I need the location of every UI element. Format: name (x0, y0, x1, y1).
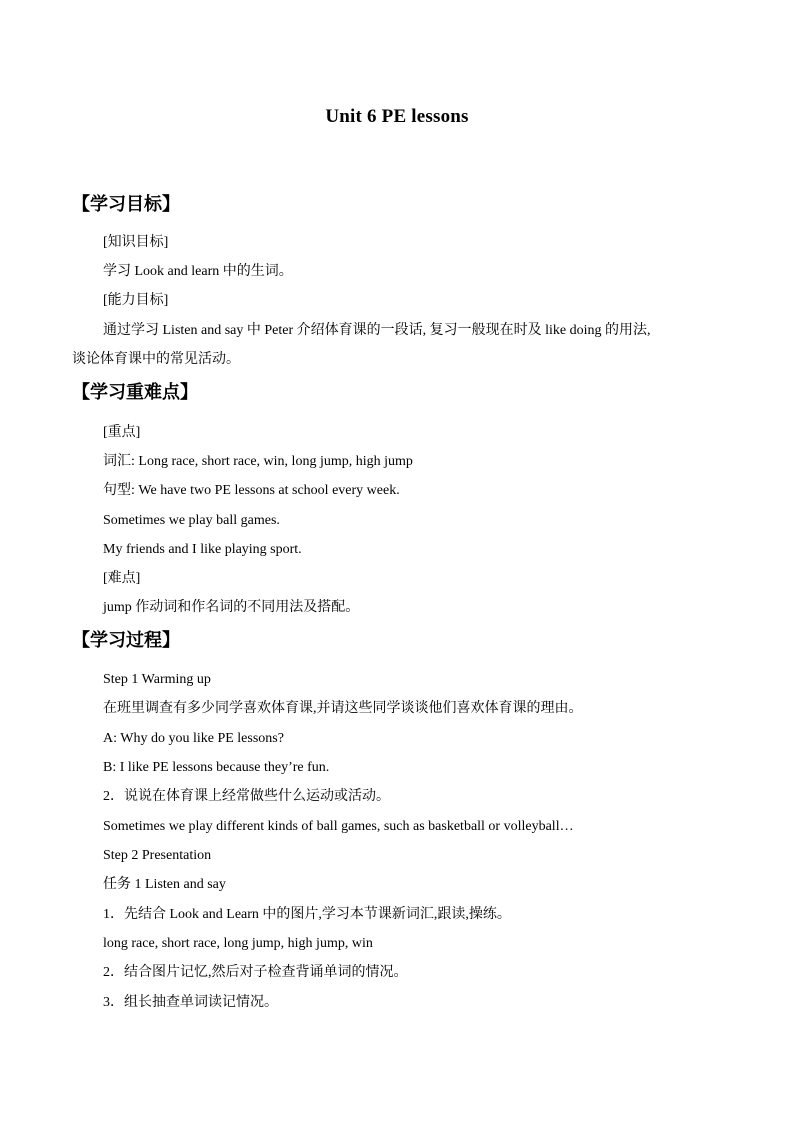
section-heading-key-points: 【学习重难点】 (72, 382, 198, 403)
difficulty-label: [难点] (103, 571, 141, 586)
ability-goal-text-1: 通过学习 Listen and say 中 Peter 介绍体育课的一段话, 复习一般现在时及 like doing 的用法, (103, 323, 651, 338)
dialog-line-a: A: Why do you like PE lessons? (103, 731, 284, 746)
task1-words: long race, short race, long jump, high jump, win (103, 936, 373, 951)
section-heading-process: 【学习过程】 (72, 630, 180, 651)
process-item-2: 2．说说在体育课上经常做些什么运动或活动。 (103, 789, 390, 804)
step1-task: 在班里调查有多少同学喜欢体育课,并请这些同学谈谈他们喜欢体育课的理由。 (103, 701, 583, 716)
focus-label: [重点] (103, 425, 141, 440)
task1-item-3: 3．组长抽查单词读记情况。 (103, 995, 278, 1010)
vocabulary-line: 词汇: Long race, short race, win, long jump, high jump (103, 454, 413, 469)
sentence-pattern-1: 句型: We have two PE lessons at school every week. (103, 483, 400, 498)
task1-title: 任务 1 Listen and say (103, 877, 226, 892)
knowledge-goal-label: [知识目标] (103, 235, 169, 250)
task1-item-1: 1．先结合 Look and Learn 中的图片,学习本节课新词汇,跟读,操练。 (103, 907, 511, 922)
section-heading-goals: 【学习目标】 (72, 194, 180, 215)
ability-goal-label: [能力目标] (103, 293, 169, 308)
ability-goal-text-2: 谈论体育课中的常见活动。 (72, 352, 240, 367)
process-item-2-example: Sometimes we play different kinds of ball games, such as basketball or volleyball… (103, 819, 574, 834)
difficulty-text: jump 作动词和作名词的不同用法及搭配。 (103, 600, 360, 615)
page-title: Unit 6 PE lessons (325, 106, 469, 127)
task1-item-2: 2．结合图片记忆,然后对子检查背诵单词的情况。 (103, 965, 408, 980)
sentence-pattern-2: Sometimes we play ball games. (103, 513, 280, 528)
step2-title: Step 2 Presentation (103, 848, 212, 863)
knowledge-goal-text: 学习 Look and learn 中的生词。 (103, 264, 293, 279)
sentence-pattern-3: My friends and I like playing sport. (103, 542, 302, 557)
dialog-line-b: B: I like PE lessons because they’re fun. (103, 760, 330, 775)
step1-title: Step 1 Warming up (103, 672, 211, 687)
